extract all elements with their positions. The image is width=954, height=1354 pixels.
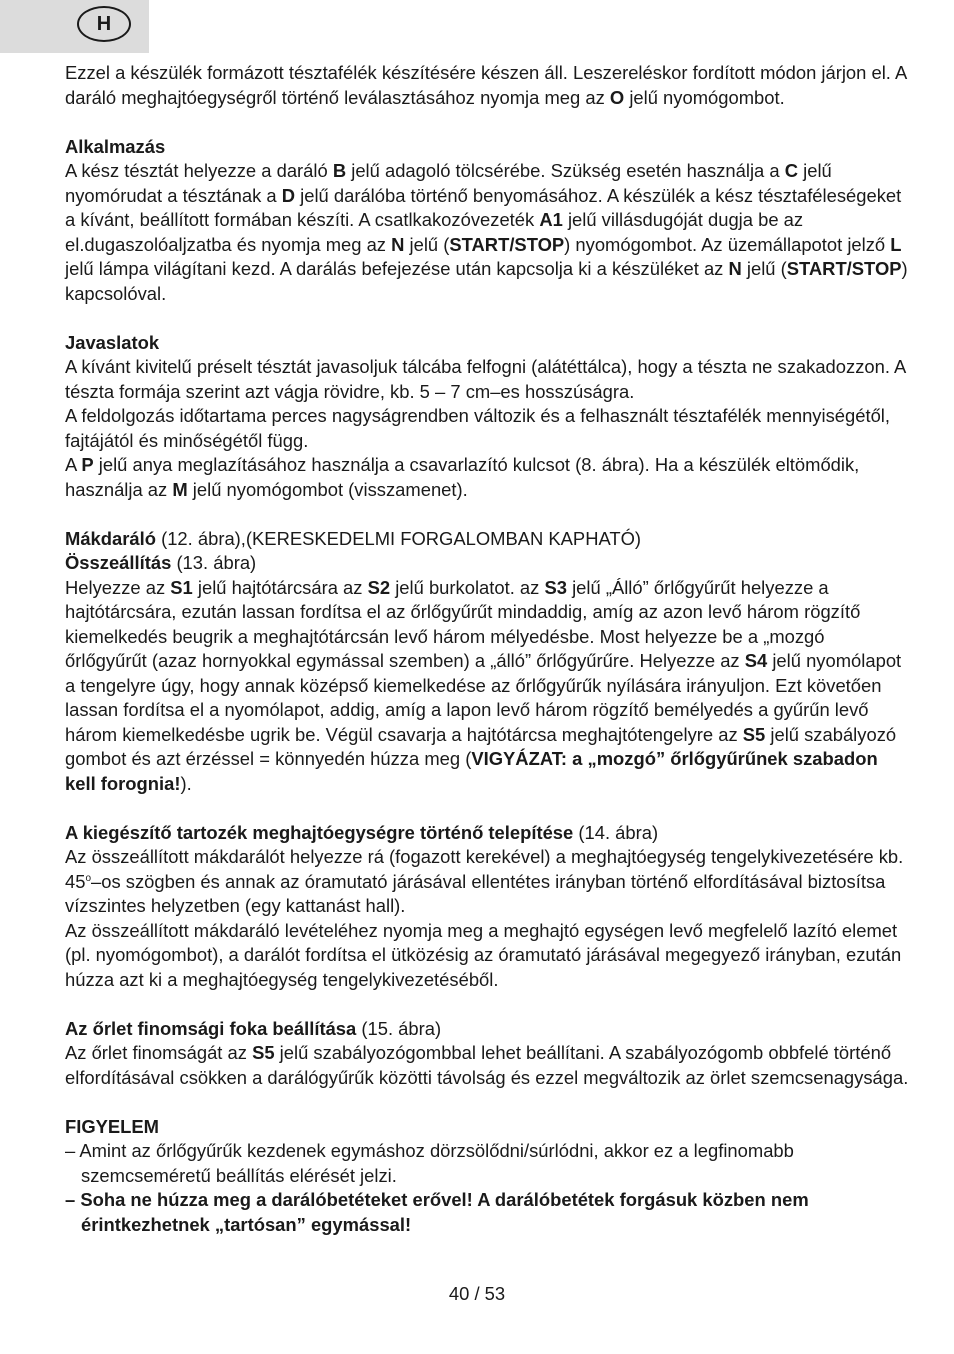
finomsag-paragraph: Az őrlet finomságát az S5 jelű szabályozógombbal lehet beállítani. A szabályozógomb obbfelé történő elfordításával csökken a darálógyűrűk közötti távolság és ezzel megváltozik az örlet szemcsenagysága.: [65, 1042, 909, 1088]
osszeallitas-paragraph: Helyezze az S1 jelű hajtótárcsára az S2 jelű burkolatot. az S3 jelű „Álló” őrlőgyűrűt helyezze a hajtótárcsára, ezután lassan fordítsa el az őrlőgyűrűt mindaddig, amíg az azon levő három rögzítő kiemelkedés beugrik a meghajtótárcsán levő három mélyedésbe. Most helyezze be a „mozgó őrlőgyűrűt (azaz hornyokkal egymással szemben) a „álló” őrlőgyűrűre. Helyezze az S4 jelű nyomólapot a tengelyre úgy, hogy annak középső kiemelkedése az őrlőgyűrűk nyílására irányuljon. Ezt követően lassan fordítsa el a nyomólapot, addig, amíg a lapon levő három rögzítő bemélyedés a gyűrűn levő három kiemelkedésbe ugrik be. Végül csavarja a hajtótárcsa meghajtótengelyre az S5 jelű szabályozó gombot és azt érzéssel = könnyedén húzza meg (VIGYÁZAT: a „mozgó” őrlőgyűrűnek szabadon kell forognia!).: [65, 576, 902, 794]
page-content: [65, 61, 910, 1237]
language-tab-label: H: [77, 6, 131, 42]
alkalmazas-heading: Alkalmazás: [65, 135, 166, 157]
javaslatok-paragraph-3: A P jelű anya meglazításához használja a csavarlazító kulcsot (8. ábra). Ha a készülék eltömődik, használja az M jelű nyomógombot (visszamenet).: [65, 454, 860, 500]
figyelem-heading: FIGYELEM: [65, 1115, 160, 1137]
page-number: 40 / 53: [448, 1283, 506, 1304]
telepites-paragraph-1: Az összeállított mákdarálót helyezze rá (fogazott kerekével) a meghajtóegység tengelykivezetésére kb. 45$^o$–os szögben és annak az óramutató járásával ellentétes irányban történő elfordításával biztosítsa vízszintes helyzetben (egy kattanást hall).: [65, 846, 904, 916]
makdaralo-heading: Mákdaráló (12. ábra),(KERESKEDELMI FORGALOMBAN KAPHATÓ): [65, 527, 642, 549]
language-tab: [0, 0, 149, 53]
osszeallitas-heading: Összeállítás (13. ábra): [65, 552, 257, 573]
javaslatok-paragraph-1: A kívánt kivitelű préselt tésztát javasoljuk tálcába felfogni (alátéttálca), hogy a tészta ne szakadozzon. A tészta formája szerint azt vágja rövidre, kb. 5 – 7 cm–es hosszúságra.: [65, 356, 906, 402]
figyelem-item-1: – Amint az őrlőgyűrűk kezdenek egymáshoz dörzsölődni/súrlódni, akkor ez a legfinomabb szemcseméretű beállítás elérését jelzi.: [65, 1140, 794, 1186]
javaslatok-heading: Javaslatok: [65, 331, 160, 353]
finomsag-heading: Az őrlet finomsági foka beállítása (15. ábra): [65, 1017, 442, 1039]
javaslatok-paragraph-2: A feldolgozás időtartama perces nagyságrendben változik és a felhasznált tésztafélék mennyiségétől, fajtájától és minőségétől függ.: [65, 405, 891, 451]
intro-paragraph: Ezzel a készülék formázott tésztafélék készítésére készen áll. Leszereléskor fordított módon járjon el. A daráló meghajtóegységről történő leválasztásához nyomja meg az O jelű nyomógombot.: [65, 62, 907, 108]
telepites-paragraph-2: Az összeállított mákdaráló levételéhez nyomja meg a meghajtó egységen levő megfelelő lazító elemet (pl. nyomógombot), a darálót fordítsa el ütközésig az óramutató járásával megegyező irányban, ezután húzza azt ki a meghajtóegység tengelykivezetéséből.: [65, 919, 902, 990]
figyelem-item-2: – Soha ne húzza meg a darálóbetéteket erővel! A darálóbetétek forgásuk közben nem érintkezhetnek „tartósan” egymással!: [65, 1189, 809, 1235]
telepites-heading: A kiegészítő tartozék meghajtóegységre történő telepítése (14. ábra): [65, 821, 659, 843]
alkalmazas-paragraph: A kész tésztát helyezze a daráló B jelű adagoló tölcsérébe. Szükség esetén használja a C jelű nyomórudat a tésztának a D jelű darálóba történő benyomásához. A készülék a kész tésztaféleségeket a kívánt, beállított formában készíti. A csatlkakozóvezeték A1 jelű villásdugóját dugja be az el.dugaszolóaljzatba és nyomja meg az N jelű (START/STOP) nyomógombot. Az üzemállapotot jelző L jelű lámpa világítani kezd. A darálás befejezése után kapcsolja ki a készüléket az N jelű (START/STOP) kapcsolóval.: [65, 160, 908, 304]
